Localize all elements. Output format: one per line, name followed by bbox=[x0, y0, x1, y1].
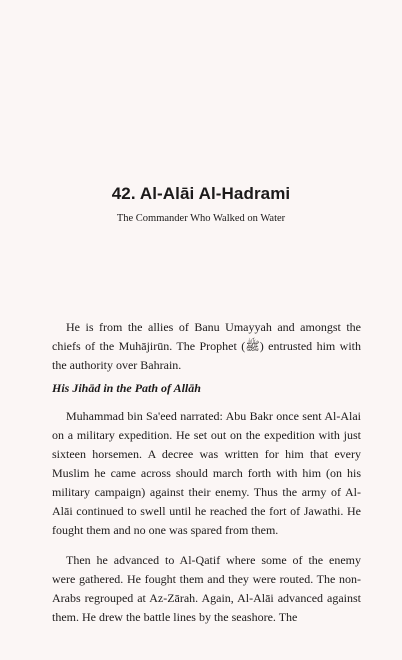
chapter-title: 42. Al-Alāi Al-Hadrami bbox=[111, 184, 291, 203]
paragraph-intro: He is from the allies of Banu Umayyah and amongst the chiefs of the Muhājirūn. The Prophet (ﷺ) entrusted him with the authority over Bahrain. bbox=[52, 320, 362, 372]
paragraph-expedition: Muhammad bin Sa'eed narrated: Abu Bakr once sent Al-Alai on a military expedition. He set out on the expedition with just sixteen horsemen. A decree was written for him that every Muslim he came across should march forth with him (on his military campaign) against their enemy. Thus the army of Al-Alāi continued to swell until he reached the fort of Jawathi. He fought them and no one was spared from them. bbox=[52, 409, 361, 537]
chapter-subtitle: The Commander Who Walked on Water bbox=[116, 213, 286, 224]
section-heading: His Jihād in the Path of Allāh bbox=[52, 381, 201, 395]
paragraph-qatif: Then he advanced to Al-Qatif where some of the enemy were gathered. He fought them and they were routed. The non-Arabs regrouped at Az-Zārah. Again, Al-Alāi advanced against them. He drew the battle lines by the seashore. The bbox=[52, 553, 361, 624]
